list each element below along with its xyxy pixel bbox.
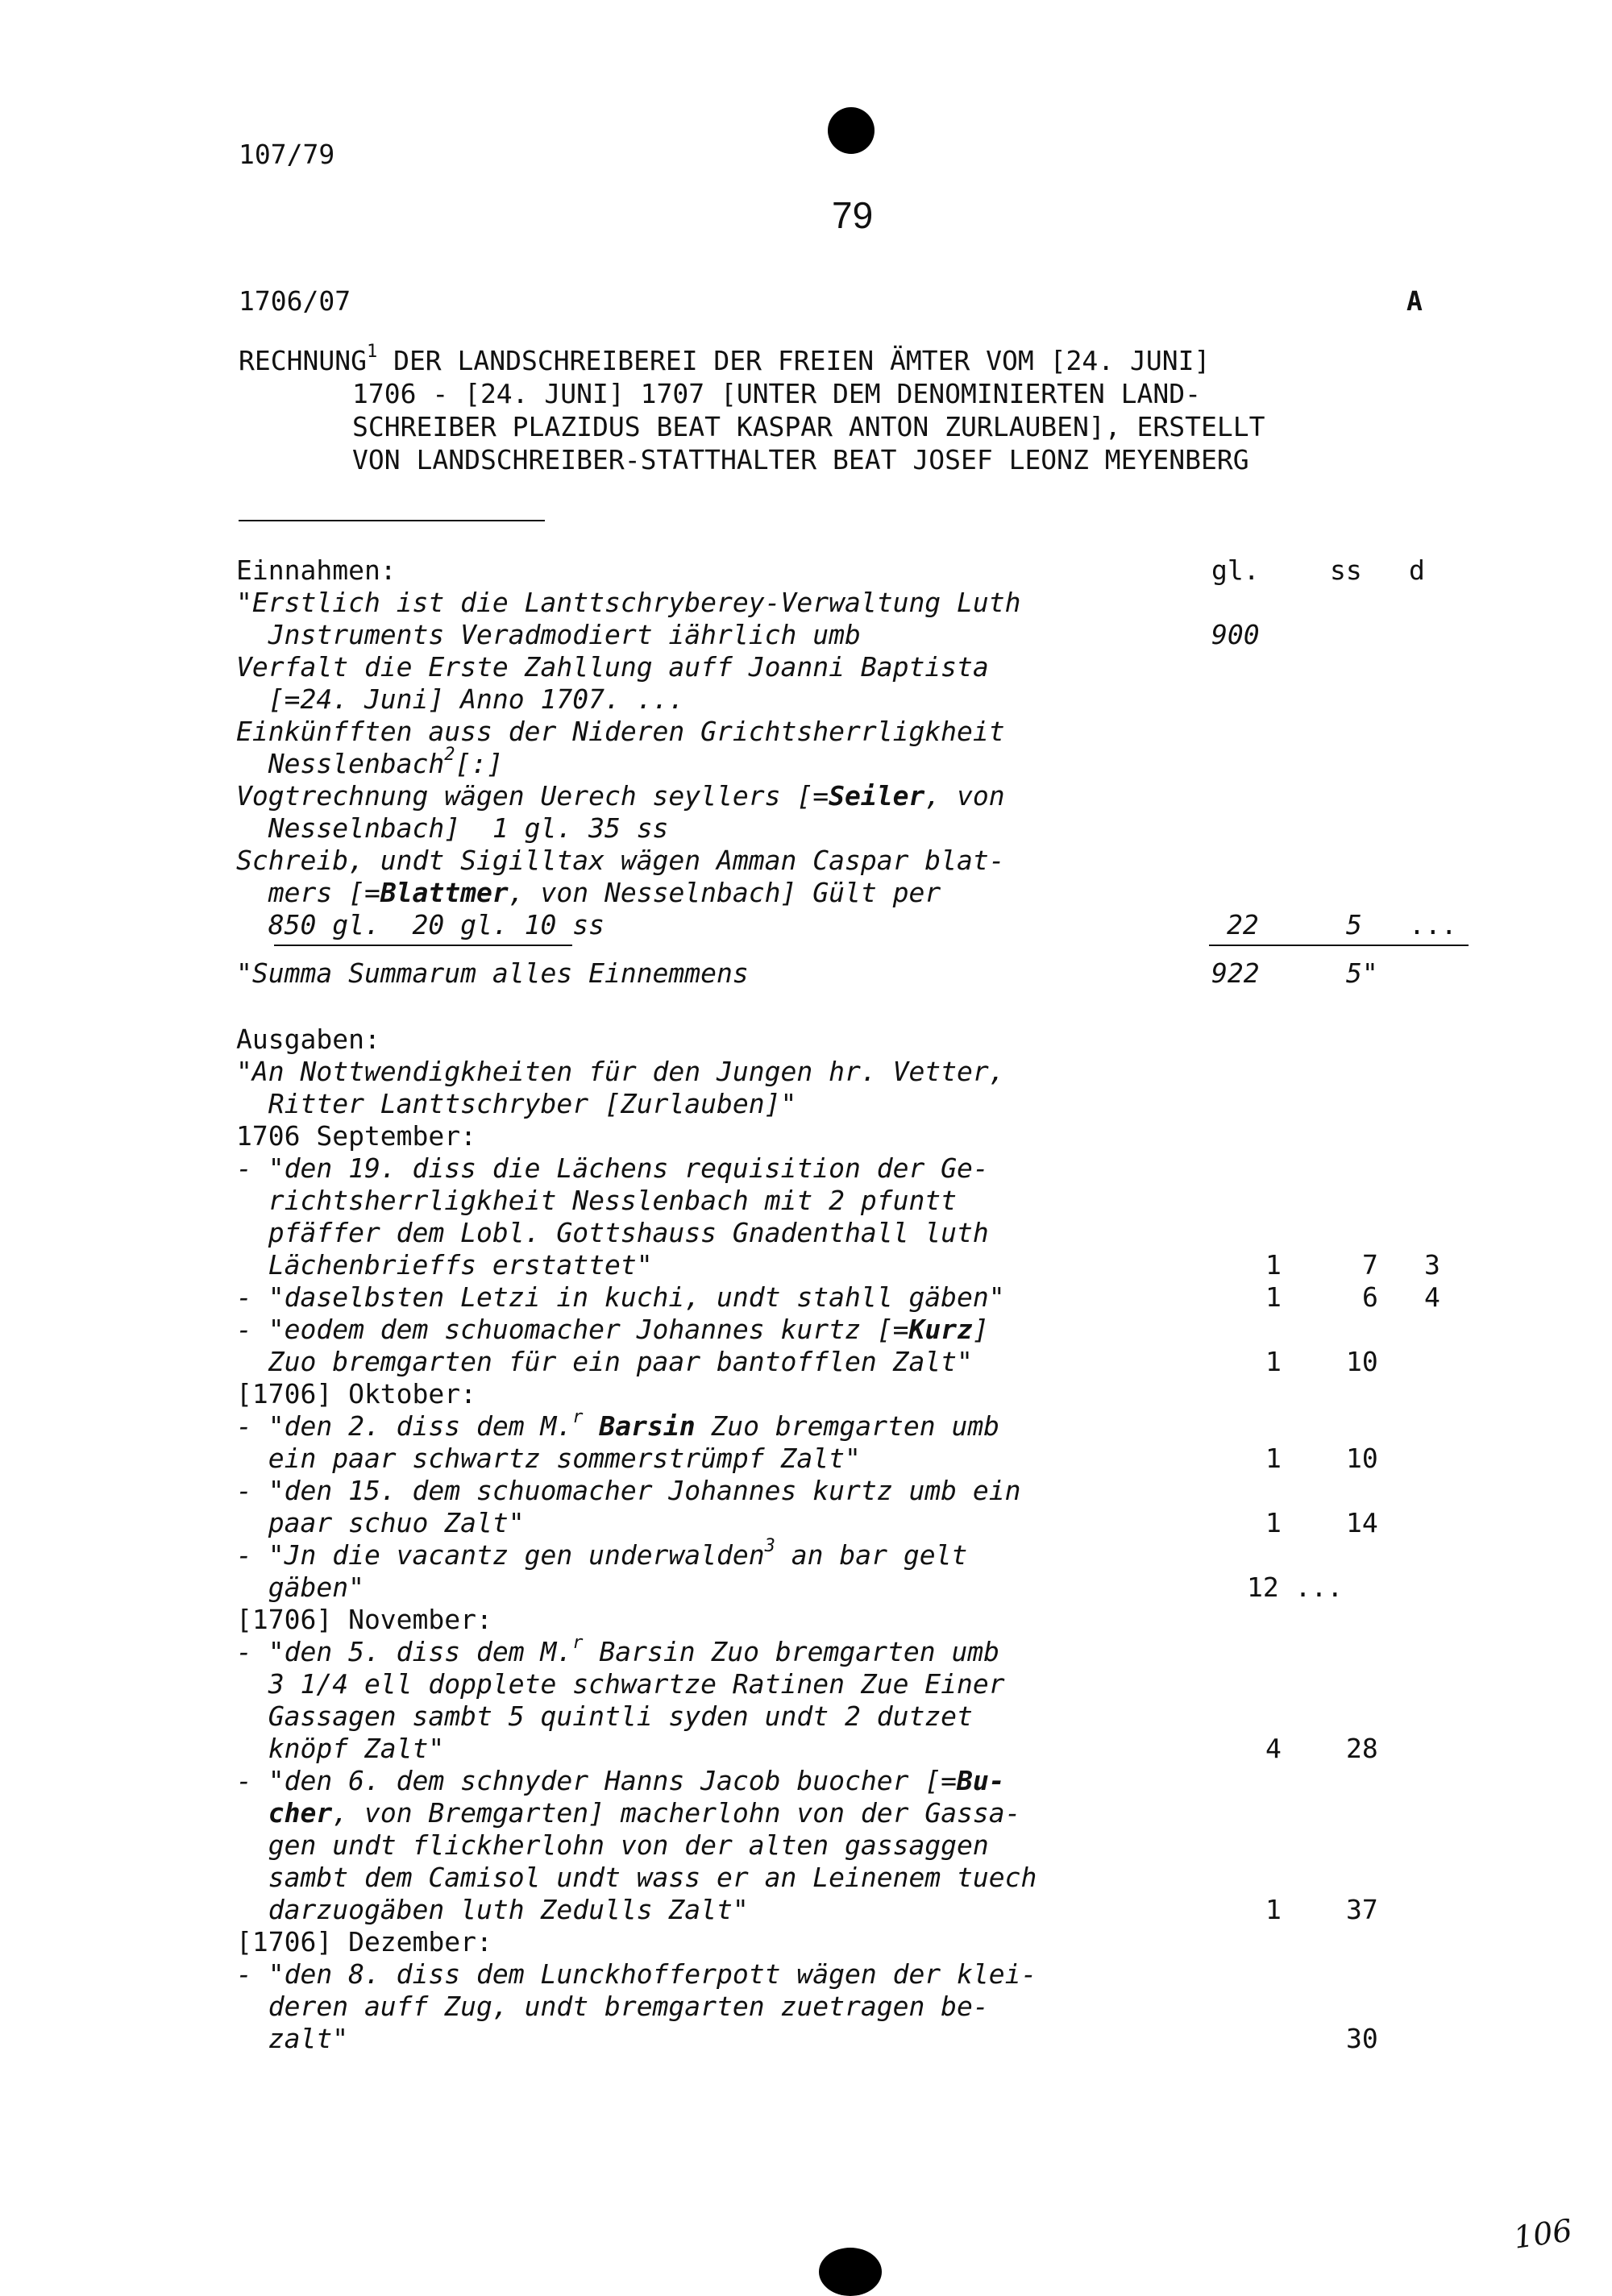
subtotal-underline-right	[1209, 945, 1469, 946]
amount-gl: 4	[1265, 1733, 1282, 1764]
amount-ss: 10	[1346, 1346, 1378, 1377]
expense-line: - "den 8. diss dem Lunckhofferpott wägen der klei-	[236, 1958, 1037, 1990]
income-total-label: "Summa Summarum alles Einnemmens	[236, 957, 749, 989]
income-heading: Einnahmen:	[236, 554, 397, 586]
income-line: [=24. Juni] Anno 1707. ...	[236, 683, 685, 715]
income-line: Vogtrechnung wägen Uerech seyllers [=	[236, 780, 829, 812]
amount-gl: 1	[1265, 1443, 1282, 1474]
name-highlight: Kurz	[908, 1314, 973, 1345]
amount-ss: 5	[1346, 909, 1362, 940]
expense-line: 3 1/4 ell dopplete schwartze Ratinen Zue Einer	[236, 1668, 1005, 1700]
superscript: r	[572, 1407, 584, 1427]
amount-ss: 28	[1346, 1733, 1378, 1764]
income-line: , von Nesselnbach] Gült per	[508, 877, 941, 908]
income-line: Nesslenbach	[236, 748, 445, 779]
expense-line: darzuogäben luth Zedulls Zalt"	[236, 1894, 749, 1925]
income-line: 850 gl. 20 gl. 10 ss	[236, 909, 604, 940]
name-highlight: cher	[236, 1797, 333, 1829]
total-gl: 922	[1211, 957, 1260, 989]
title-line-2: 1706 - [24. JUNI] 1707 [UNTER DEM DENOMINIERTEN LAND-	[352, 378, 1201, 409]
expense-line: richtsherrligkheit Nesslenbach mit 2 pfuntt	[236, 1185, 958, 1216]
name-highlight: Seiler	[829, 780, 925, 812]
title-line-1b: DER LANDSCHREIBEREI DER FREIEN ÄMTER VOM [24. JUNI]	[377, 345, 1211, 376]
name-highlight: Bu-	[957, 1765, 1005, 1796]
page-number: 79	[832, 194, 874, 236]
subtotal-underline-left	[274, 945, 572, 946]
amount-ss: 10	[1346, 1443, 1378, 1474]
income-line: Nesselnbach] 1 gl. 35 ss	[236, 812, 669, 844]
section-letter: A	[1406, 285, 1423, 317]
superscript: r	[572, 1633, 584, 1653]
expense-line: Lächenbrieffs erstattet"	[236, 1249, 653, 1281]
expense-line: - "Jn die vacantz gen underwalden	[236, 1539, 765, 1571]
amount-ss: 30	[1346, 2023, 1378, 2054]
name-highlight: Blattmer	[380, 877, 509, 908]
amount-gl: 900	[1211, 619, 1260, 650]
amount-ss: 7	[1362, 1249, 1378, 1281]
income-line: Verfalt die Erste Zahllung auff Joanni Baptista	[236, 651, 989, 683]
amount-gl: 1	[1265, 1507, 1282, 1538]
expense-line: - "eodem dem schuomacher Johannes kurtz [=	[236, 1314, 909, 1345]
expense-line: Gassagen sambt 5 quintli syden undt 2 dutzet	[236, 1700, 973, 1732]
expense-line: an bar gelt	[775, 1539, 968, 1571]
column-header-ss: ss	[1330, 554, 1362, 586]
expense-line: pfäffer dem Lobl. Gottshauss Gnadenthall luth	[236, 1217, 989, 1248]
expense-line: Zuo bremgarten für ein paar bantofflen Zalt"	[236, 1346, 973, 1377]
amount-gl: 1	[1265, 1346, 1282, 1377]
expense-line: Ritter Lanttschryber [Zurlauben]"	[236, 1088, 797, 1119]
amount-gl: 1	[1265, 1894, 1282, 1925]
amount-ss: 6	[1362, 1281, 1378, 1313]
footnote-2: 2	[444, 745, 455, 765]
amount-d: 4	[1424, 1281, 1440, 1313]
income-line: Schreib, undt Sigilltax wägen Amman Caspar blat-	[236, 845, 1005, 876]
expense-line: - "den 15. dem schuomacher Johannes kurtz umb ein	[236, 1475, 1021, 1506]
month-heading: [1706] Dezember:	[236, 1926, 492, 1958]
expense-line: zalt"	[236, 2023, 349, 2054]
footnote-3: 3	[764, 1536, 775, 1556]
punch-hole-top	[828, 107, 875, 154]
month-heading: [1706] November:	[236, 1604, 492, 1635]
expense-line: - "den 2. diss dem M.	[236, 1410, 573, 1442]
title-line-3: SCHREIBER PLAZIDUS BEAT KASPAR ANTON ZURLAUBEN], ERSTELLT	[352, 411, 1265, 442]
expense-line: - "daselbsten Letzi in kuchi, undt stahll gäben"	[236, 1281, 1005, 1313]
expense-line: - "den 5. diss dem M.	[236, 1636, 573, 1667]
amount-ss: 37	[1346, 1894, 1378, 1925]
expense-line: deren auff Zug, undt bremgarten zuetragen be-	[236, 1991, 989, 2022]
amount-gl: 22	[1227, 909, 1259, 940]
expense-line: gäben"	[236, 1571, 364, 1603]
punch-hole-bottom	[819, 2248, 882, 2296]
year-range: 1706/07	[239, 285, 351, 317]
expense-line: ]	[972, 1314, 989, 1345]
income-line: Einkünfften auss der Nideren Grichtsherrligkheit	[236, 716, 1005, 747]
expense-line: - "den 19. diss die Lächens requisition der Ge-	[236, 1152, 989, 1184]
title-line-4: VON LANDSCHREIBER-STATTHALTER BEAT JOSEF LEONZ MEYENBERG	[352, 444, 1249, 475]
amount-d: ...	[1409, 909, 1457, 940]
title-line-1a: RECHNUNG	[239, 345, 367, 376]
column-header-gl: gl.	[1211, 554, 1260, 586]
income-line: , von	[924, 780, 1005, 812]
name-highlight: Barsin	[583, 1410, 696, 1442]
expense-line: knöpf Zalt"	[236, 1733, 445, 1764]
expense-line: sambt dem Camisol undt wass er an Leinenem tuech	[236, 1862, 1037, 1893]
expense-line: Zuo bremgarten umb	[695, 1410, 1000, 1442]
income-line: mers [=	[236, 877, 380, 908]
income-line: [:]	[455, 748, 504, 779]
expense-line: gen undt flickherlohn von der alten gassaggen	[236, 1829, 989, 1861]
handwritten-page-number: 106	[1511, 2212, 1575, 2256]
amount-gl: 1	[1265, 1281, 1282, 1313]
separator-rule	[239, 520, 545, 521]
footnote-1: 1	[366, 342, 378, 362]
amount-ss: 14	[1346, 1507, 1378, 1538]
expense-line: "An Nottwendigkheiten für den Jungen hr. Vetter,	[236, 1056, 1005, 1087]
expense-line: Barsin Zuo bremgarten umb	[583, 1636, 1000, 1667]
expense-line: , von Bremgarten] macherlohn von der Gassa-	[332, 1797, 1021, 1829]
expense-line: - "den 6. dem schnyder Hanns Jacob buocher [=	[236, 1765, 958, 1796]
expenses-heading: Ausgaben:	[236, 1023, 380, 1055]
archive-reference: 107/79	[239, 139, 335, 170]
expense-line: ein paar schwartz sommerstrümpf Zalt"	[236, 1443, 861, 1474]
amount-gl: 12 ...	[1247, 1571, 1344, 1603]
total-ss: 5"	[1346, 957, 1378, 989]
income-line: "Erstlich ist die Lanttschryberey-Verwaltung Luth	[236, 587, 1021, 618]
month-heading: [1706] Oktober:	[236, 1378, 477, 1410]
amount-d: 3	[1424, 1249, 1440, 1281]
expense-line: paar schuo Zalt"	[236, 1507, 525, 1538]
month-heading: 1706 September:	[236, 1120, 477, 1152]
amount-gl: 1	[1265, 1249, 1282, 1281]
column-header-d: d	[1409, 554, 1425, 586]
income-line: Jnstruments Veradmodiert iährlich umb	[236, 619, 861, 650]
